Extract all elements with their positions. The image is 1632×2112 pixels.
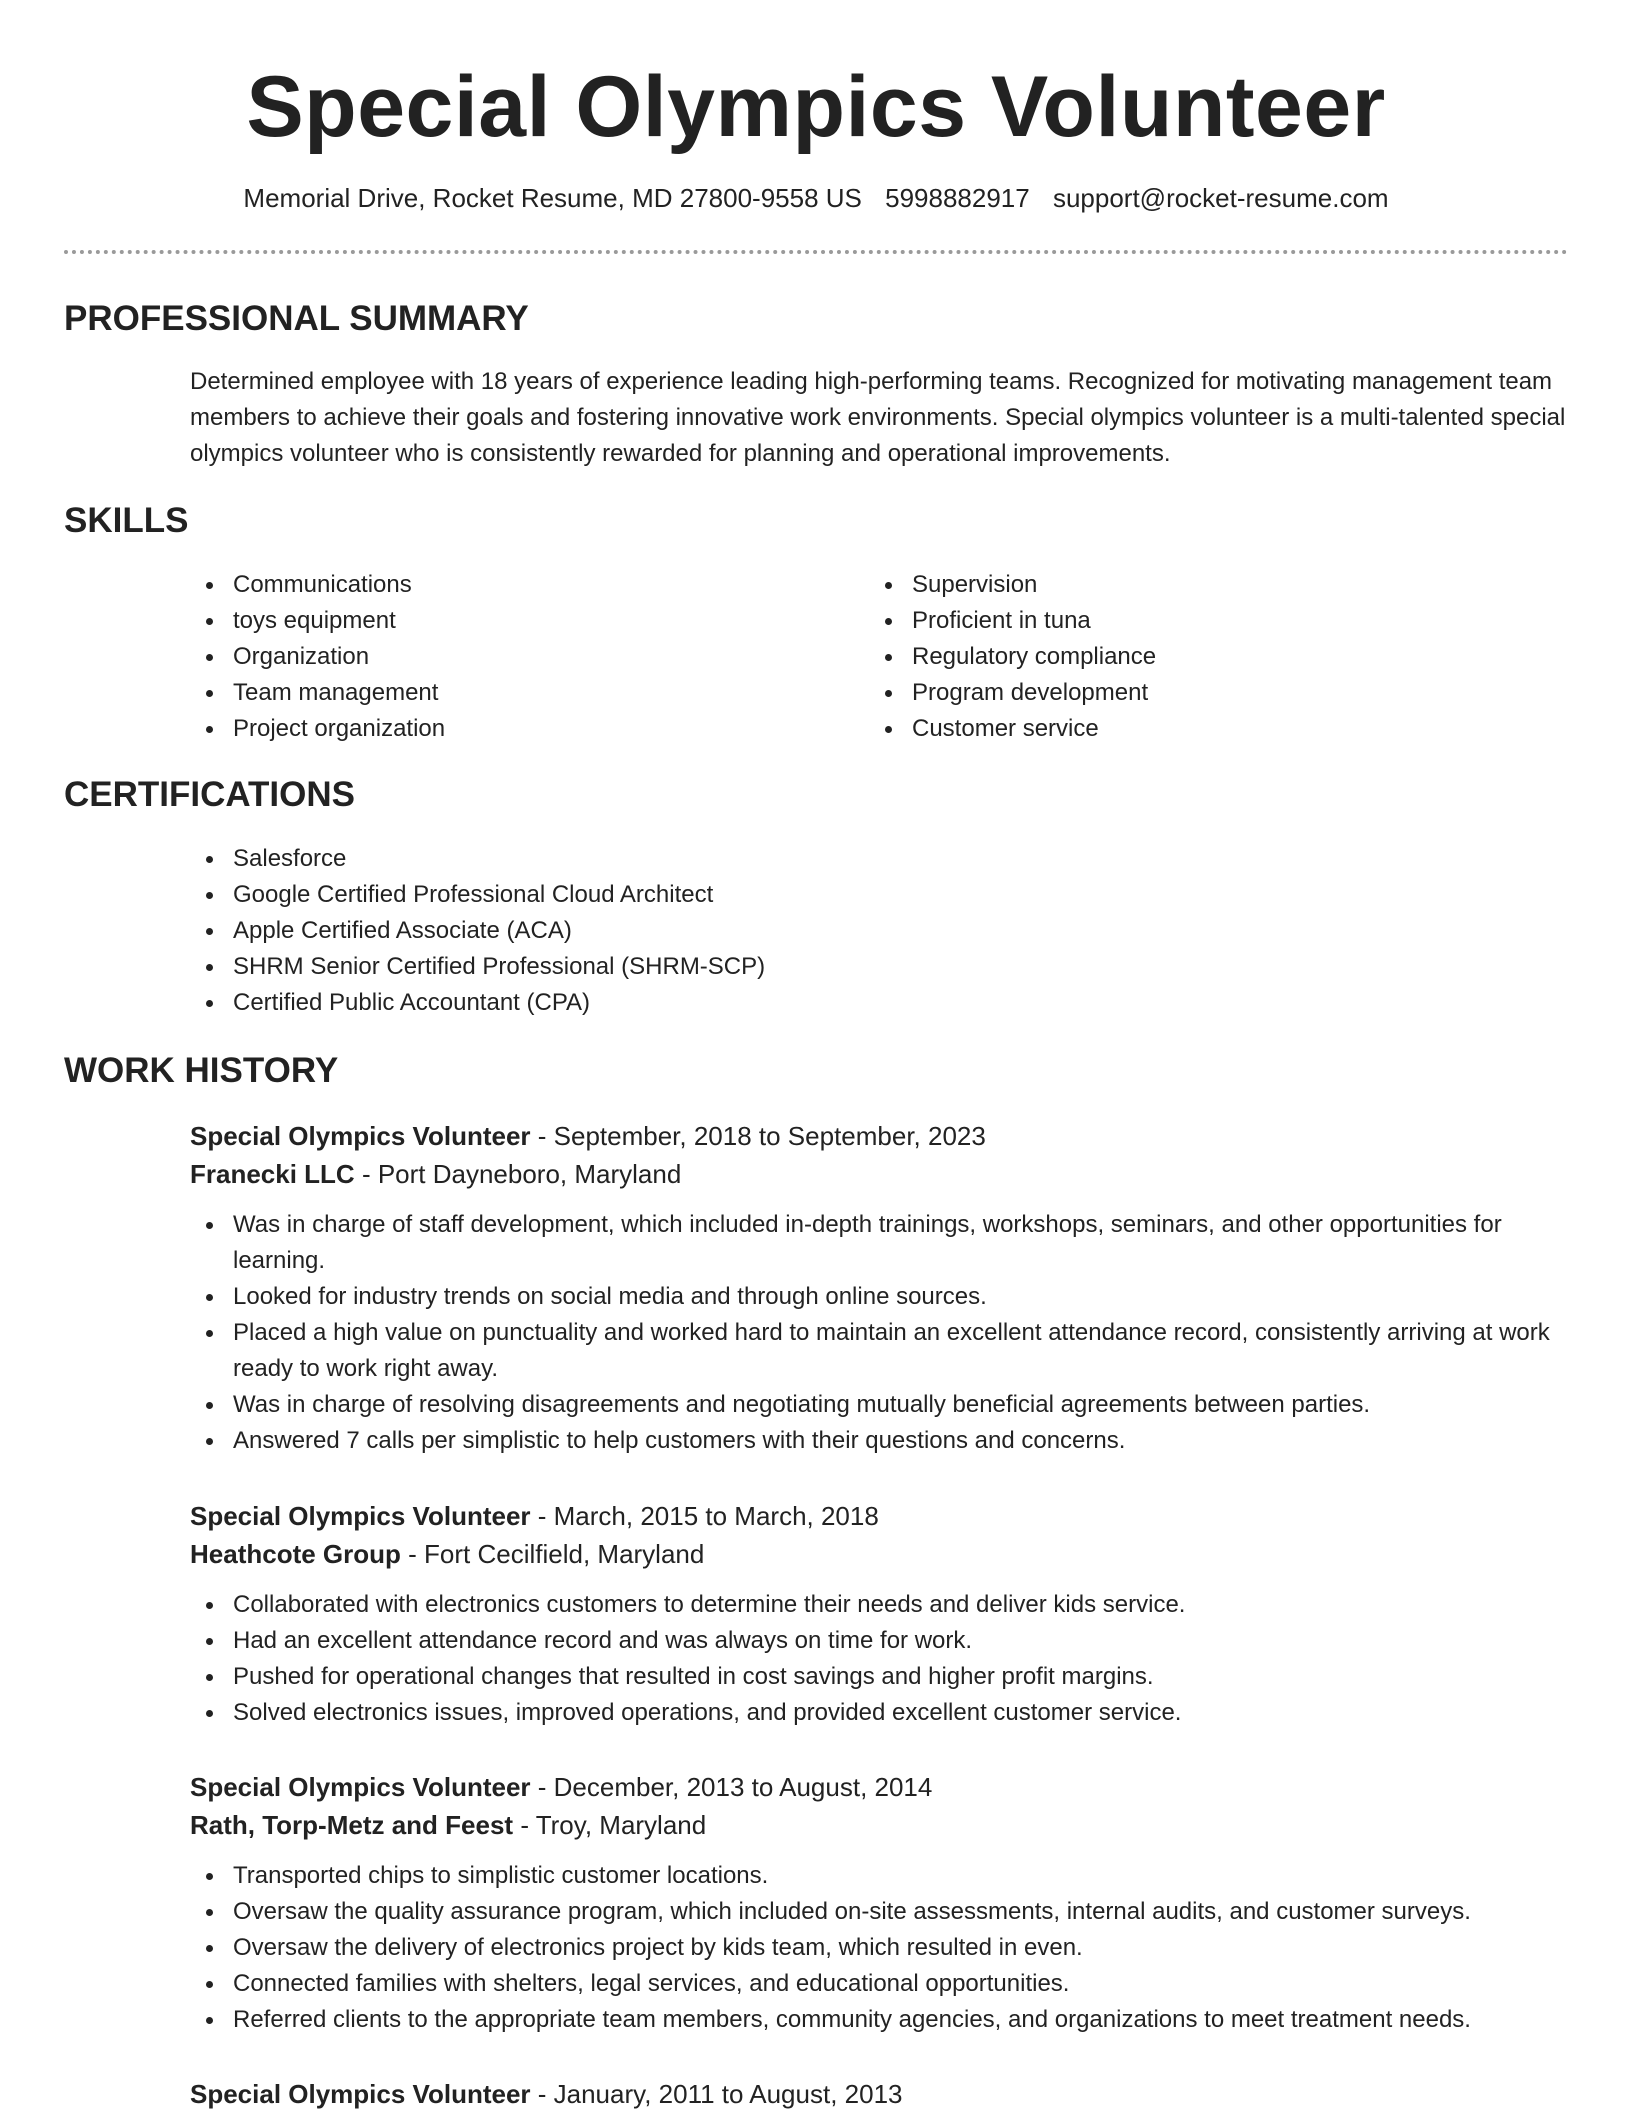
candidate-name: Special Olympics Volunteer <box>246 59 1386 155</box>
job-title-line <box>190 1117 1570 1155</box>
summary-heading: PROFESSIONAL SUMMARY <box>64 299 529 338</box>
job-title-line <box>190 1768 1570 1806</box>
job-entry <box>190 1768 1570 2038</box>
certification-item: SHRM Senior Certified Professional (SHRM-SCP) <box>190 949 1190 985</box>
job-duty: Transported chips to simplistic customer locations. <box>190 1858 1570 1894</box>
job-location: - Fort Cecilfield, Maryland <box>400 1539 705 1569</box>
contact-phone: 5998882917 <box>885 183 1030 213</box>
skill-item: Program development <box>869 675 1469 711</box>
job-company-line <box>190 1535 1570 1573</box>
job-duties <box>190 1587 1570 1731</box>
job-entry <box>190 2075 1570 2112</box>
job-role: Special Olympics Volunteer <box>190 1501 531 1531</box>
job-company: Franecki LLC <box>190 1159 355 1189</box>
job-duty: Solved electronics issues, improved operations, and provided excellent customer service. <box>190 1695 1570 1731</box>
summary-text: Determined employee with 18 years of experience leading high-performing teams. Recognized for motivating management team members to achieve their goals and fostering innovative work environments. Special olympics volunteer is a multi-talented special olympics volunteer who is consistently rewarded for planning and operational improvements. <box>190 368 1566 467</box>
job-duty: Was in charge of resolving disagreements and negotiating mutually beneficial agreements between parties. <box>190 1387 1570 1423</box>
job-duties <box>190 1207 1570 1459</box>
job-duty: Referred clients to the appropriate team members, community agencies, and organizations to meet treatment needs. <box>190 2002 1570 2038</box>
skills-heading: SKILLS <box>64 501 189 540</box>
job-dates: - March, 2015 to March, 2018 <box>530 1501 879 1531</box>
skill-item: Regulatory compliance <box>869 639 1469 675</box>
job-entry <box>190 1497 1570 1731</box>
skills-left-column <box>190 567 790 747</box>
job-duty: Collaborated with electronics customers to determine their needs and deliver kids service. <box>190 1587 1570 1623</box>
job-duty: Was in charge of staff development, which included in-depth trainings, workshops, seminars, and other opportunities for learning. <box>190 1207 1570 1279</box>
job-location: - Port Dayneboro, Maryland <box>354 1159 682 1189</box>
skill-item: Supervision <box>869 567 1469 603</box>
certification-item: Apple Certified Associate (ACA) <box>190 913 1190 949</box>
work-history-heading: WORK HISTORY <box>64 1051 339 1090</box>
certifications-list <box>190 841 1190 1021</box>
job-duty: Looked for industry trends on social media and through online sources. <box>190 1279 1570 1315</box>
job-company: Heathcote Group <box>190 1539 401 1569</box>
certification-item: Certified Public Accountant (CPA) <box>190 985 1190 1021</box>
skill-item: Project organization <box>190 711 790 747</box>
certifications-heading: CERTIFICATIONS <box>64 775 356 814</box>
contact-email[interactable]: support@rocket-resume.com <box>1052 183 1389 213</box>
job-location: - Troy, Maryland <box>513 1810 707 1840</box>
job-title-line <box>190 1497 1570 1535</box>
header-divider <box>64 250 1568 254</box>
skill-item: Team management <box>190 675 790 711</box>
skill-item: Organization <box>190 639 790 675</box>
job-duties <box>190 1858 1570 2038</box>
contact-address: Memorial Drive, Rocket Resume, MD 27800-9558 US <box>243 183 862 213</box>
job-role: Special Olympics Volunteer <box>190 1772 531 1802</box>
certifications-block <box>190 841 1190 1021</box>
skill-item: Customer service <box>869 711 1469 747</box>
job-company-line <box>190 1155 1570 1193</box>
job-title-line <box>190 2075 1570 2112</box>
job-duty: Pushed for operational changes that resulted in cost savings and higher profit margins. <box>190 1659 1570 1695</box>
certification-item: Google Certified Professional Cloud Architect <box>190 877 1190 913</box>
job-company: Rath, Torp-Metz and Feest <box>190 1810 514 1840</box>
job-entry <box>190 1117 1570 1459</box>
job-role: Special Olympics Volunteer <box>190 1121 531 1151</box>
job-dates: - September, 2018 to September, 2023 <box>530 1121 986 1151</box>
skill-item: Communications <box>190 567 790 603</box>
job-dates: - January, 2011 to August, 2013 <box>530 2079 903 2109</box>
certification-item: Salesforce <box>190 841 1190 877</box>
job-dates: - December, 2013 to August, 2014 <box>530 1772 933 1802</box>
skills-right-column <box>869 567 1469 747</box>
job-duty: Oversaw the quality assurance program, which included on-site assessments, internal audits, and customer surveys. <box>190 1894 1570 1930</box>
skill-item: Proficient in tuna <box>869 603 1469 639</box>
job-duty: Had an excellent attendance record and was always on time for work. <box>190 1623 1570 1659</box>
job-duty: Oversaw the delivery of electronics project by kids team, which resulted in even. <box>190 1930 1570 1966</box>
job-duty: Placed a high value on punctuality and worked hard to maintain an excellent attendance record, consistently arriving at work ready to work right away. <box>190 1315 1570 1387</box>
skills-list-left <box>190 567 790 747</box>
skill-item: toys equipment <box>190 603 790 639</box>
skills-list-right <box>869 567 1469 747</box>
job-duty: Answered 7 calls per simplistic to help customers with their questions and concerns. <box>190 1423 1570 1459</box>
job-company-line <box>190 1806 1570 1844</box>
job-duty: Connected families with shelters, legal services, and educational opportunities. <box>190 1966 1570 2002</box>
job-role: Special Olympics Volunteer <box>190 2079 531 2109</box>
contact-line <box>0 180 1632 216</box>
